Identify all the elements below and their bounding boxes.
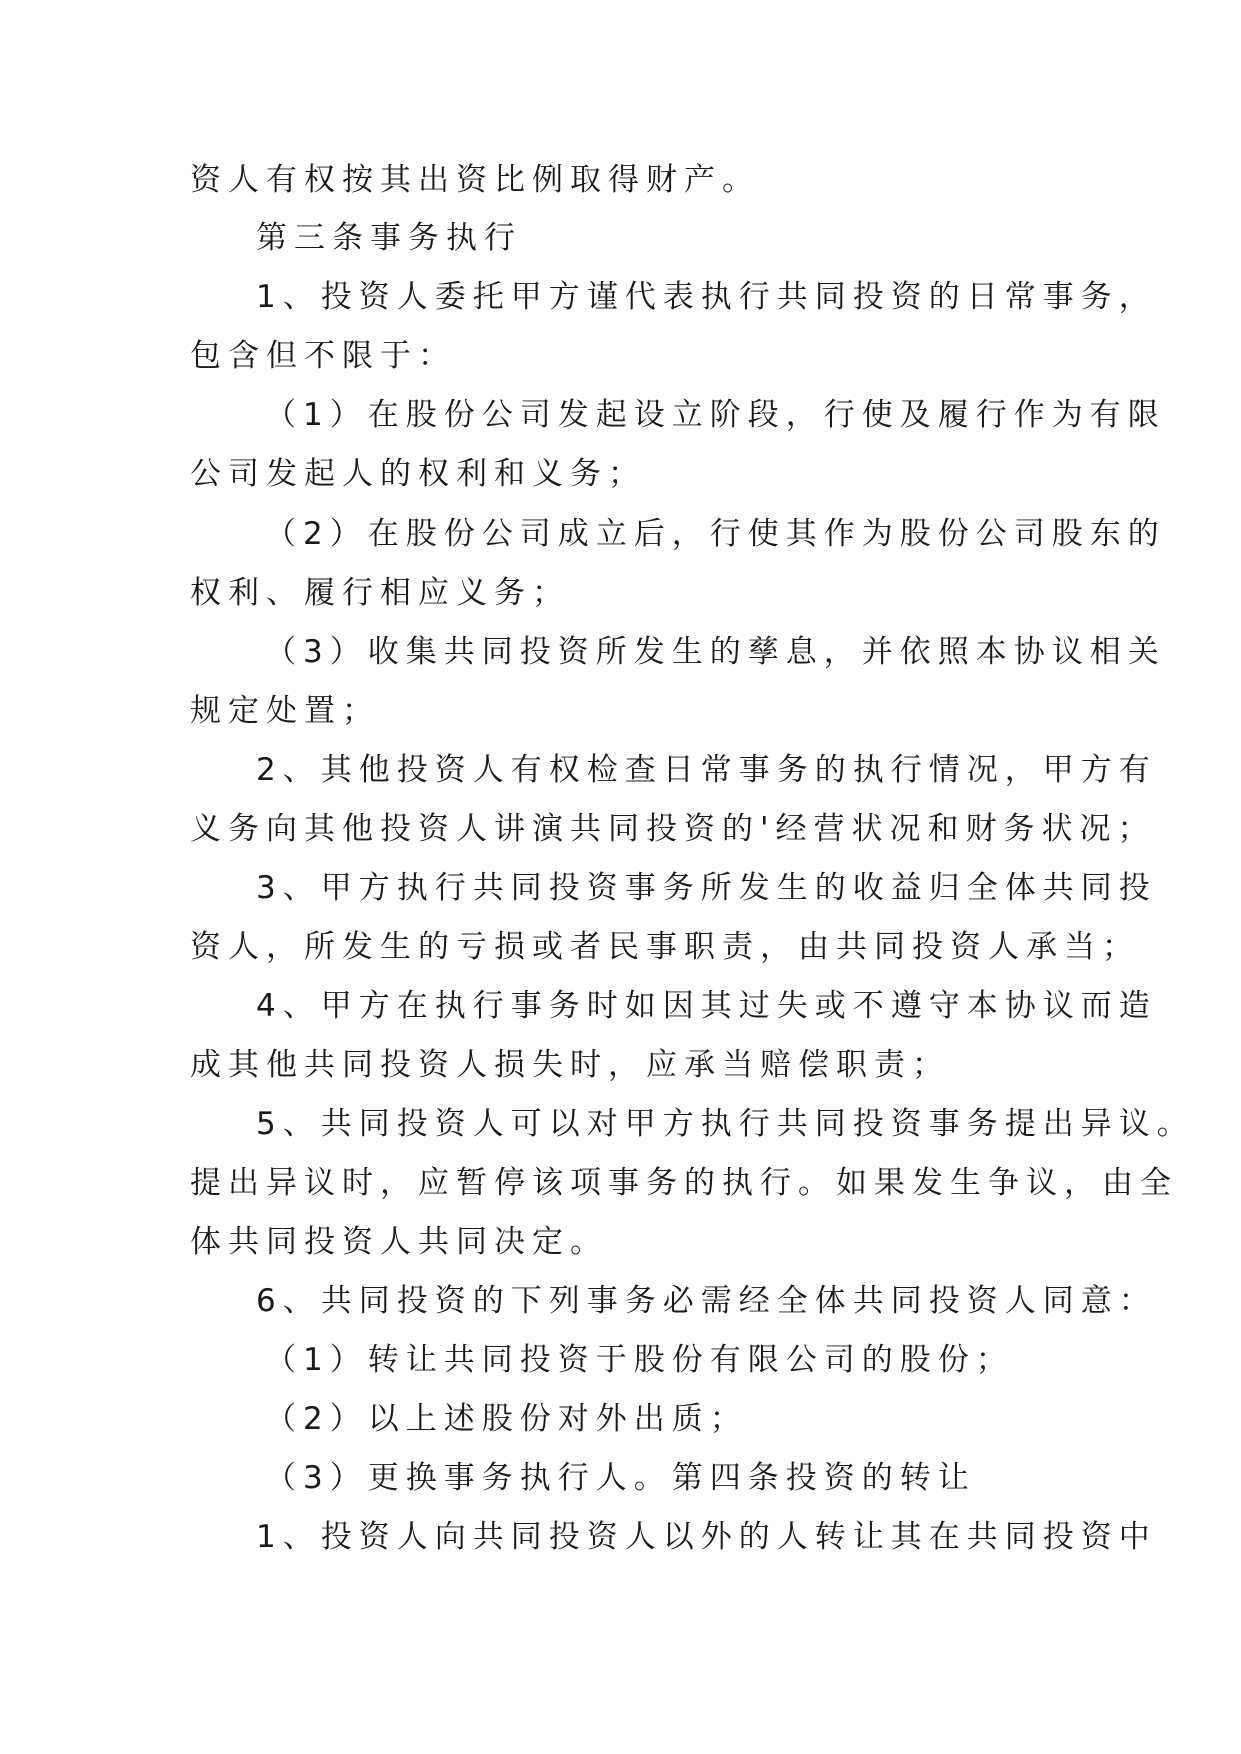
text-line: 权利、履行相应义务； xyxy=(190,575,570,611)
text-line: 包含但不限于： xyxy=(190,338,456,374)
text-line: 体共同投资人共同决定。 xyxy=(190,1224,608,1260)
text-line: （3）收集共同投资所发生的孳息，并依照本协议相关 xyxy=(265,634,1166,670)
text-line: 6、共同投资的下列事务必需经全体共同投资人同意： xyxy=(256,1283,1157,1319)
text-line: 2、其他投资人有权检查日常事务的执行情况，甲方有 xyxy=(256,752,1157,788)
text-line: 提出异议时，应暂停该项事务的执行。如果发生争议，由全 xyxy=(190,1165,1178,1201)
text-line: 义务向其他投资人讲演共同投资的'经营状况和财务状况； xyxy=(190,811,1156,847)
text-line: 资人，所发生的亏损或者民事职责，由共同投资人承当； xyxy=(190,929,1140,965)
text-line: 4、甲方在执行事务时如因其过失或不遵守本协议而造 xyxy=(256,988,1157,1024)
text-line: 3、甲方执行共同投资事务所发生的收益归全体共同投 xyxy=(256,870,1157,906)
text-line: 1、投资人向共同投资人以外的人转让其在共同投资中 xyxy=(256,1519,1157,1555)
text-line: 规定处置； xyxy=(190,693,380,729)
text-line: （2）以上述股份对外出质； xyxy=(265,1401,748,1437)
text-line: 5、共同投资人可以对甲方执行共同投资事务提出异议。 xyxy=(256,1106,1195,1142)
text-line: 1、投资人委托甲方谨代表执行共同投资的日常事务， xyxy=(256,279,1157,315)
text-line: 成其他共同投资人损失时，应承当赔偿职责； xyxy=(190,1047,950,1083)
text-line: （1）转让共同投资于股份有限公司的股份； xyxy=(265,1342,1014,1378)
text-line: 公司发起人的权利和义务； xyxy=(190,456,646,492)
text-line: 资人有权按其出资比例取得财产。 xyxy=(190,162,760,198)
text-line: （3）更换事务执行人。第四条投资的转让 xyxy=(265,1460,976,1496)
section-heading: 第三条事务执行 xyxy=(256,220,522,256)
text-line: （2）在股份公司成立后，行使其作为股份公司股东的 xyxy=(265,516,1166,552)
text-line: （1）在股份公司发起设立阶段，行使及履行作为有限 xyxy=(265,397,1166,433)
